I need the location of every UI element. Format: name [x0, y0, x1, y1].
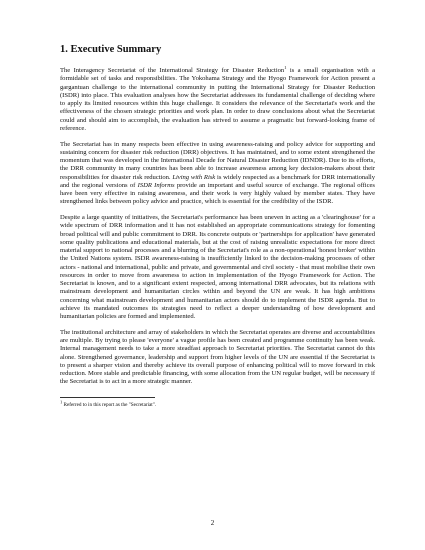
page-content: [60, 43, 375, 409]
paragraph-1-part-b: is a small organisation with a formidable set of tasks and responsibilities. The Yokohama Strategy and the Hyogo Framework for Action present a gargantuan challenge to the international community in putting the International Strategy for Disaster Reduction (ISDR) into place. This evaluation analyses how the Secretariat addresses its fundamental challenge of deciding where to apply its limited resources within this huge challenge. It considers the relevance of the Secretariat's work and the effectiveness of the chosen strategic priorities and work plan. In order to draw conclusions about what the Secretariat could and should aim to accomplish, the evaluation has strived to assume a pragmatic but forward-looking frame of reference.: [60, 67, 375, 132]
title-isdr-informs: ISDR Informs: [137, 181, 175, 189]
paragraph-1: [60, 64, 375, 133]
footnote-number: 1: [60, 398, 63, 404]
title-living-with-risk: Living with Risk: [172, 173, 216, 181]
paragraph-2-part-b: is widely respected as a benchmark for DRR internationally and the regional versions of: [60, 173, 375, 189]
paragraph-4: The institutional architecture and array of stakeholders in which the Secretariat operates are diverse and accountabilities are multiple. By trying to please 'everyone' a vague profile has been created and programme continuity has been weak. Internal management needs to take a more steadfast approach to Secretariat priorities. The Secretariat cannot do this alone. Strengthened governance, leadership and support from higher levels of the UN are essential if the Secretariat is to present a sharper vision and thereby achieve its overall purpose of enhancing political will to move forward in risk reduction. More stable and predictable financing, with some allocation from the UN regular budget, will be necessary if the Secretariat is to act in a more strategic manner.: [60, 328, 375, 386]
paragraph-1-part-a: The Interagency Secretariat of the International Strategy for Disaster Reduction: [60, 67, 285, 74]
footnote: [60, 398, 375, 409]
section-heading: 1. Executive Summary: [60, 44, 162, 55]
paragraph-2: [60, 141, 375, 207]
paragraph-2-part-a: The Secretariat has in many respects been effective in using awareness-raising and policy advice for supporting and sustaining concern for disaster risk reduction (DRR) objectives. It has maintained, and to some extent strengthened the momentum that was developed in the International Decade for Natural Disaster Reduction (IDNDR). Due to its efforts, the DRR community in many countries has been able to increase awareness among key decision-makers about their responsibilities for disaster risk reduction.: [60, 140, 375, 181]
footnote-divider: [60, 397, 155, 398]
footnote-text: Referred to in this report as the "Secretariat".: [62, 401, 157, 408]
paragraph-2-part-c: provide an important and useful source of exchange. The regional offices have been very effective in raising awareness, and their work is very highly valued by member states. They have strengthened links between policy advice and practice, which is essential for the credibility of the ISDR.: [60, 181, 375, 206]
page-number: 2: [210, 519, 215, 527]
paragraph-3: Despite a large quantity of initiatives, the Secretariat's performance has been uneven in acting as a 'clearinghouse' for a wide spectrum of DRR information and it has not established an appropriate communications strategy for fomenting broad political will and public commitment to DRR. Its concrete outputs or 'partnerships for application' have generated some quality publications and educational materials, but at the cost of raising unrealistic expectations for more direct material support to national processes and a blurring of the Secretariat's role as a non-operational 'honest broker' within the United Nations system. ISDR awareness-raising is insufficiently linked to the decision-making processes of other actors - national and international, public and private, and governmental and civil society - that must mobilise their own resources in order to move from awareness to action in implementation of the Hyogo Framework for Action. The Secretariat is known, and to a significant extent respected, among international DRR advocates, but its relations with mainstream development and humanitarian circles within and beyond the UN are weak. It has high ambitions concerning what mainstream development and humanitarian actors should do to implement the ISDR agenda. But to achieve its mandated outcomes its strategies need to reflect a deeper understanding of how development and humanitarian policies are formed and implemented.: [60, 214, 375, 320]
footnote-reference[interactable]: 1: [284, 64, 287, 70]
